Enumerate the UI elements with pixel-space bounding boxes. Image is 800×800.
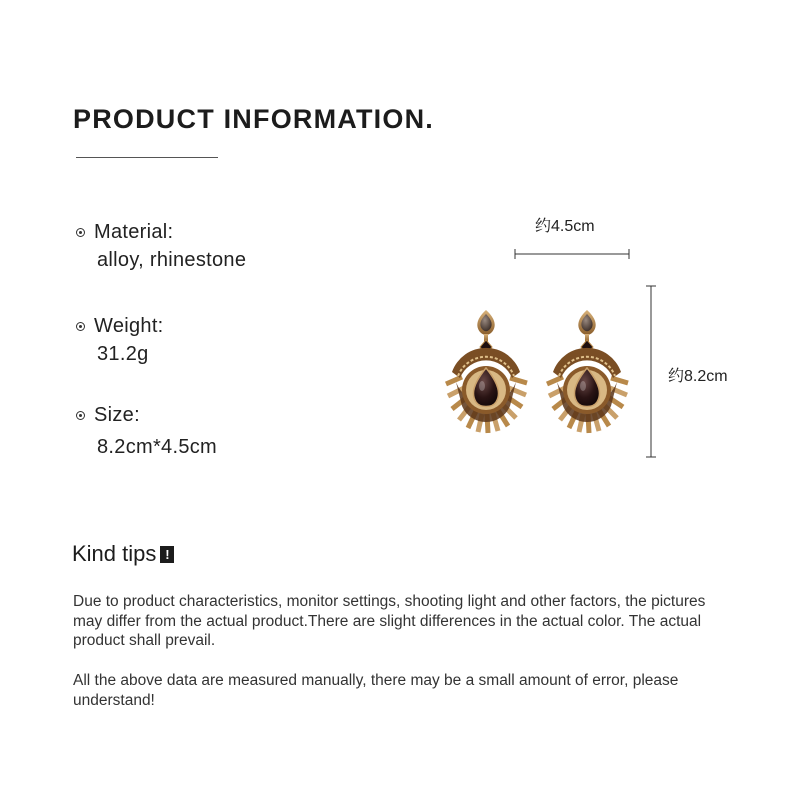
left-earring xyxy=(446,310,527,433)
spec-material-value: alloy, rhinestone xyxy=(97,249,247,271)
spec-size xyxy=(76,402,217,459)
kind-tips-paragraph-2: All the above data are measured manually, there may be a small amount of error, please understand! xyxy=(73,672,679,709)
bullet-icon xyxy=(76,322,85,331)
kind-tips-paragraph-1: Due to product characteristics, monitor settings, shooting light and other factors, the pictures may differ from the actual product.There are slight differences in the actual color. The actual product shall prevail. xyxy=(73,593,706,649)
bullet-icon xyxy=(76,411,85,420)
spec-weight xyxy=(76,313,164,366)
title-divider xyxy=(76,157,218,158)
earrings-illustration xyxy=(430,200,770,480)
spec-weight-label: Weight: xyxy=(94,314,164,337)
kind-tips-heading xyxy=(72,541,174,567)
product-image-area xyxy=(430,200,770,480)
spec-material-label: Material: xyxy=(94,220,174,243)
page-title: PRODUCT INFORMATION. xyxy=(73,104,434,134)
right-earring xyxy=(547,310,628,433)
kind-tips-title: Kind tips xyxy=(72,541,157,566)
width-dimension-label: 约4.5cm xyxy=(535,218,595,235)
spec-weight-value: 31.2g xyxy=(97,343,149,365)
spec-material xyxy=(76,219,246,272)
exclamation-icon: ! xyxy=(160,546,174,563)
spec-size-label: Size: xyxy=(94,403,140,426)
spec-size-value: 8.2cm*4.5cm xyxy=(97,436,218,458)
bullet-icon xyxy=(76,228,85,237)
height-dimension-label: 约8.2cm xyxy=(668,368,728,385)
